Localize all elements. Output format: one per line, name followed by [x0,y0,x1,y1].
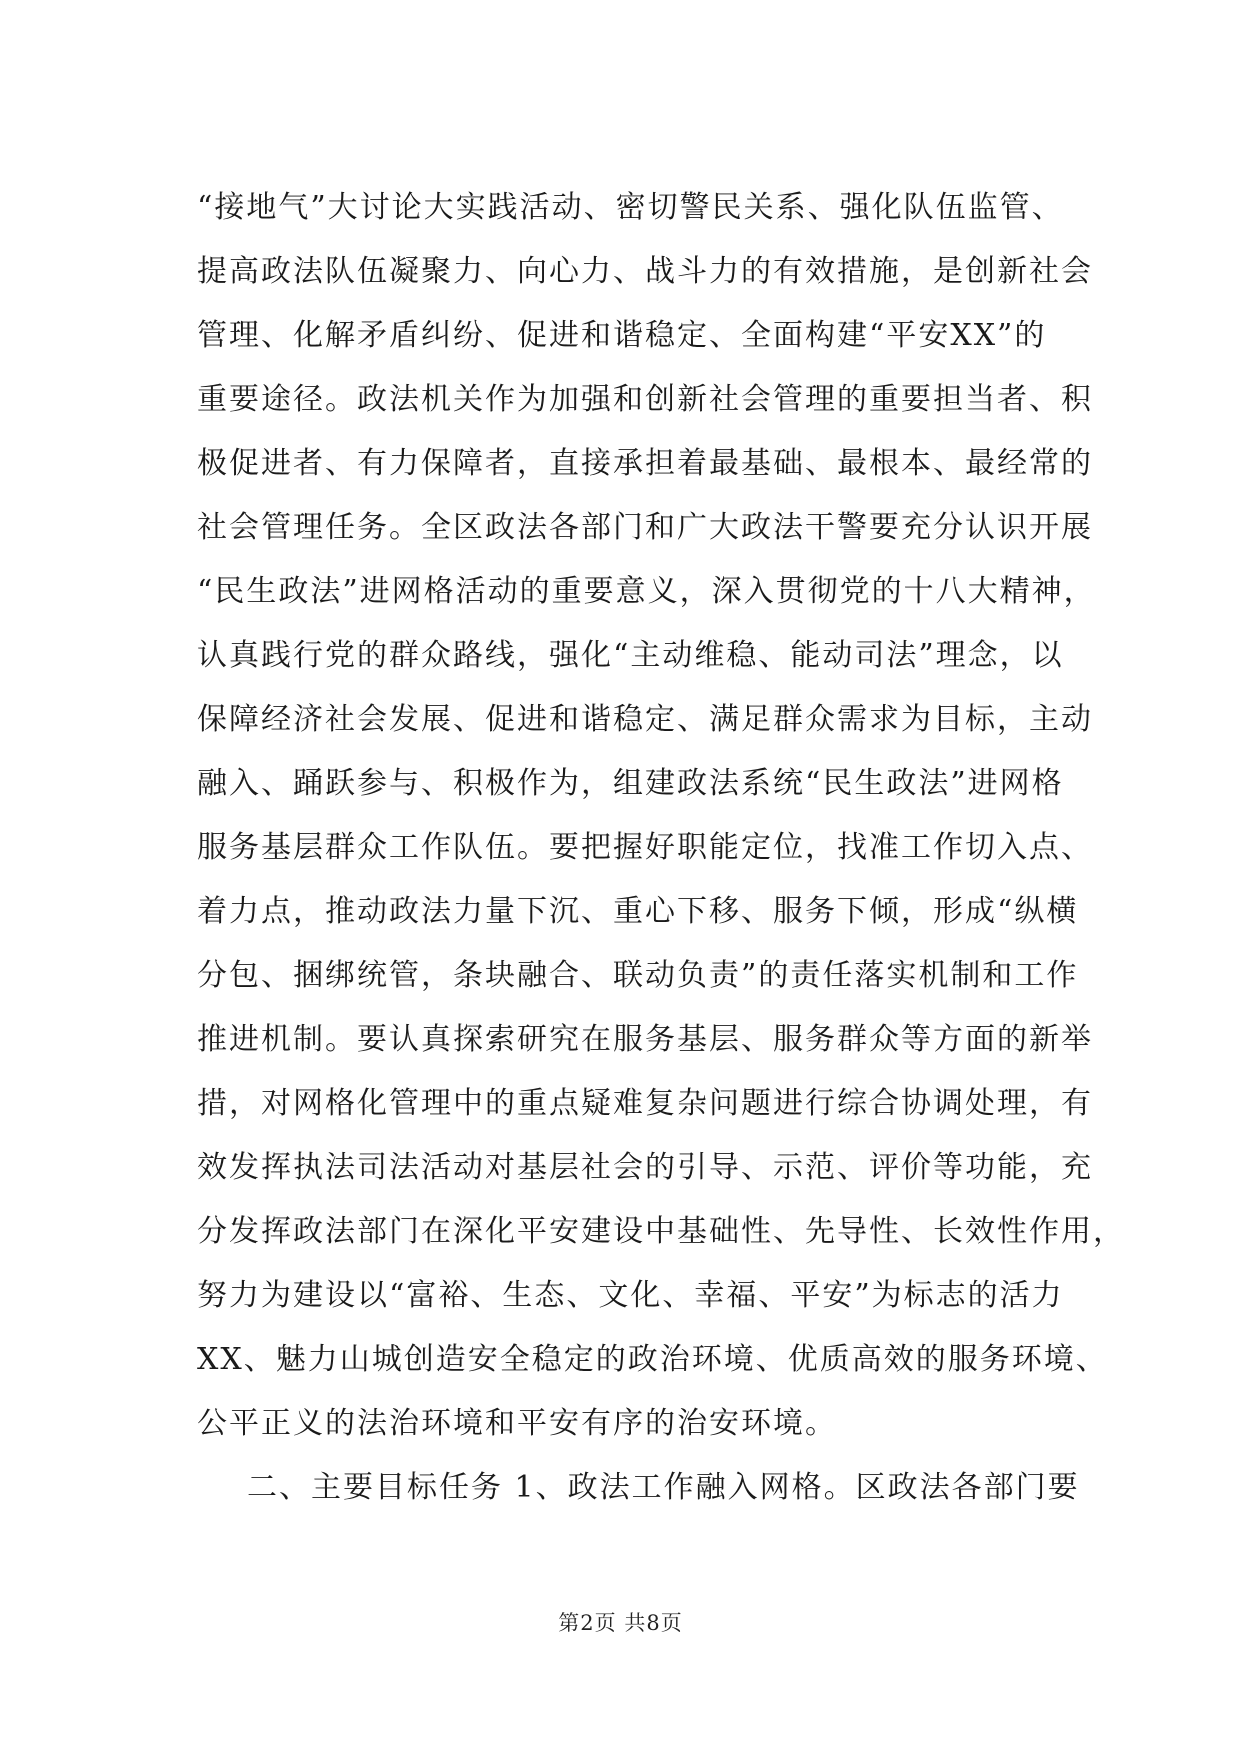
text-line: 极促进者、有力保障者，直接承担着最基础、最根本、最经常的 [197,446,1093,481]
section-heading-line: 二、主要目标任务 1、政法工作融入网格。区政法各部门要 [247,1470,1080,1505]
text-line: 保障经济社会发展、促进和谐稳定、满足群众需求为目标，主动 [197,702,1093,737]
text-line: 公平正义的法治环境和平安有序的治安环境。 [197,1406,837,1441]
text-line: XX、魅力山城创造安全稳定的政治环境、优质高效的服务环境、 [197,1342,1108,1377]
text-line: 管理、化解矛盾纠纷、促进和谐稳定、全面构建“平安XX”的 [197,318,1047,353]
text-line: 社会管理任务。全区政法各部门和广大政法干警要充分认识开展 [197,510,1093,545]
text-line: 分发挥政法部门在深化平安建设中基础性、先导性、长效性作用， [197,1214,1125,1249]
text-line: 重要途径。政法机关作为加强和创新社会管理的重要担当者、积 [197,382,1093,417]
page-number: 第2页 共8页 [558,1611,683,1635]
text-line: 服务基层群众工作队伍。要把握好职能定位，找准工作切入点、 [197,830,1093,865]
body-text [197,176,1125,1520]
text-line: 措，对网格化管理中的重点疑难复杂问题进行综合协调处理，有 [197,1086,1093,1121]
text-line: 着力点，推动政法力量下沉、重心下移、服务下倾，形成“纵横 [197,894,1079,929]
page-footer [0,1607,1241,1637]
text-line: 效发挥执法司法活动对基层社会的引导、示范、评价等功能，充 [197,1150,1093,1185]
text-line: 提高政法队伍凝聚力、向心力、战斗力的有效措施，是创新社会 [197,254,1093,289]
text-line: “民生政法”进网格活动的重要意义，深入贯彻党的十八大精神， [197,574,1096,609]
text-line: “接地气”大讨论大实践活动、密切警民关系、强化队伍监管、 [197,190,1064,225]
text-line: 认真践行党的群众路线，强化“主动维稳、能动司法”理念，以 [197,638,1064,673]
text-line: 推进机制。要认真探索研究在服务基层、服务群众等方面的新举 [197,1022,1093,1057]
text-line: 努力为建设以“富裕、生态、文化、幸福、平安”为标志的活力 [197,1278,1064,1313]
text-line: 分包、捆绑统管，条块融合、联动负责”的责任落实机制和工作 [197,958,1079,993]
text-line: 融入、踊跃参与、积极作为，组建政法系统“民生政法”进网格 [197,766,1064,801]
